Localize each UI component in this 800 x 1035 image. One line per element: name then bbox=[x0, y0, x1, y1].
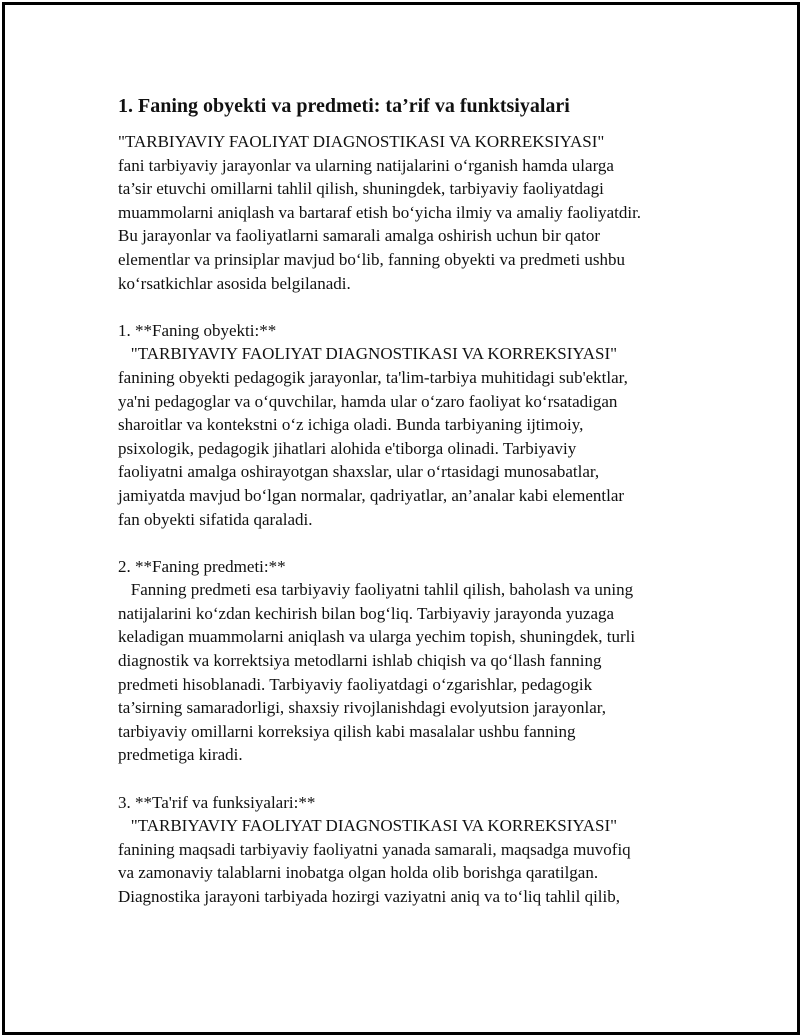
text-line: ko‘rsatkichlar asosida belgilanadi. bbox=[118, 273, 351, 293]
text-line: tarbiyaviy omillarni korreksiya qilish kabi masalalar ushbu fanning bbox=[118, 721, 576, 741]
text-line: va zamonaviy talablarni inobatga olgan holda olib borishga qaratilgan. bbox=[118, 863, 599, 883]
text-line: Diagnostika jarayoni tarbiyada hozirgi vaziyatni aniq va to‘liq tahlil qilib, bbox=[118, 887, 620, 906]
text-line: "TARBIYAVIY FAOLIYAT DIAGNOSTIKASI VA KORREKSIYASI" bbox=[118, 132, 605, 151]
text-line: elementlar va prinsiplar mavjud bo‘lib, fanning obyekti va predmeti ushbu bbox=[118, 249, 626, 269]
text-line: faoliyatni amalga oshirayotgan shaxslar, ular o‘rtasidagi munosabatlar, bbox=[118, 462, 600, 482]
section-title: 3. **Ta'rif va funksiyalari:** bbox=[118, 792, 316, 812]
text-line: fani tarbiyaviy jarayonlar va ularning natijalarini o‘rganish hamda ularga bbox=[118, 155, 614, 175]
text-line: diagnostik va korrektsiya metodlarni ishlab chiqish va qo‘llash fanning bbox=[118, 651, 602, 671]
text-line: Fanning predmeti esa tarbiyaviy faoliyatni tahlil qilish, baholash va uning bbox=[118, 580, 634, 600]
text-line: natijalarini ko‘zdan kechirish bilan bog‘liq. Tarbiyaviy jarayonda yuzaga bbox=[118, 603, 615, 623]
text-line: predmeti hisoblanadi. Tarbiyaviy faoliyatdagi o‘zgarishlar, pedagogik bbox=[118, 674, 593, 694]
text-line: ta’sir etuvchi omillarni tahlil qilish, shuningdek, tarbiyaviy faoliyatdagi bbox=[118, 179, 604, 199]
text-line: "TARBIYAVIY FAOLIYAT DIAGNOSTIKASI VA KORREKSIYASI" bbox=[118, 816, 618, 836]
text-line: sharoitlar va kontekstni o‘z ichiga oladi. Bunda tarbiyaning ijtimoiy, bbox=[118, 415, 584, 435]
section-definition bbox=[118, 791, 698, 909]
section-object bbox=[118, 319, 698, 531]
text-line: fanining obyekti pedagogik jarayonlar, ta'lim-tarbiya muhitidagi sub'ektlar, bbox=[118, 367, 628, 387]
text-line: muammolarni aniqlash va bartaraf etish bo‘yicha ilmiy va amaliy faoliyatdir. bbox=[118, 202, 642, 222]
text-line: jamiyatda mavjud bo‘lgan normalar, qadriyatlar, an’analar kabi elementlar bbox=[118, 485, 625, 505]
text-line: psixologik, pedagogik jihatlari alohida e'tiborga olinadi. Tarbiyaviy bbox=[118, 438, 577, 458]
text-line: predmetiga kiradi. bbox=[118, 745, 243, 765]
section-subject bbox=[118, 555, 698, 767]
section-title: 2. **Faning predmeti:** bbox=[118, 556, 286, 576]
section-heading: 1. Faning obyekti va predmeti: ta’rif va funktsiyalari bbox=[118, 95, 570, 117]
intro-paragraph bbox=[118, 130, 698, 295]
text-line: ta’sirning samaradorligi, shaxsiy rivojlanishdagi evolyutsion jarayonlar, bbox=[118, 698, 606, 718]
paragraph-gap bbox=[118, 767, 698, 791]
text-line: keladigan muammolarni aniqlash va ularga yechim topish, shuningdek, turli bbox=[118, 627, 636, 647]
section-title: 1. **Faning obyekti:** bbox=[118, 320, 277, 340]
text-line: Bu jarayonlar va faoliyatlarni samarali amalga oshirish uchun bir qator bbox=[118, 226, 600, 246]
document-content bbox=[118, 93, 698, 909]
paragraph-gap bbox=[118, 531, 698, 555]
text-line: fan obyekti sifatida qaraladi. bbox=[118, 509, 313, 529]
text-line: "TARBIYAVIY FAOLIYAT DIAGNOSTIKASI VA KORREKSIYASI" bbox=[118, 344, 618, 364]
text-line: ya'ni pedagoglar va o‘quvchilar, hamda ular o‘zaro faoliyat ko‘rsatadigan bbox=[118, 391, 618, 411]
text-line: fanining maqsadi tarbiyaviy faoliyatni yanada samarali, maqsadga muvofiq bbox=[118, 839, 631, 859]
paragraph-gap bbox=[118, 295, 698, 319]
